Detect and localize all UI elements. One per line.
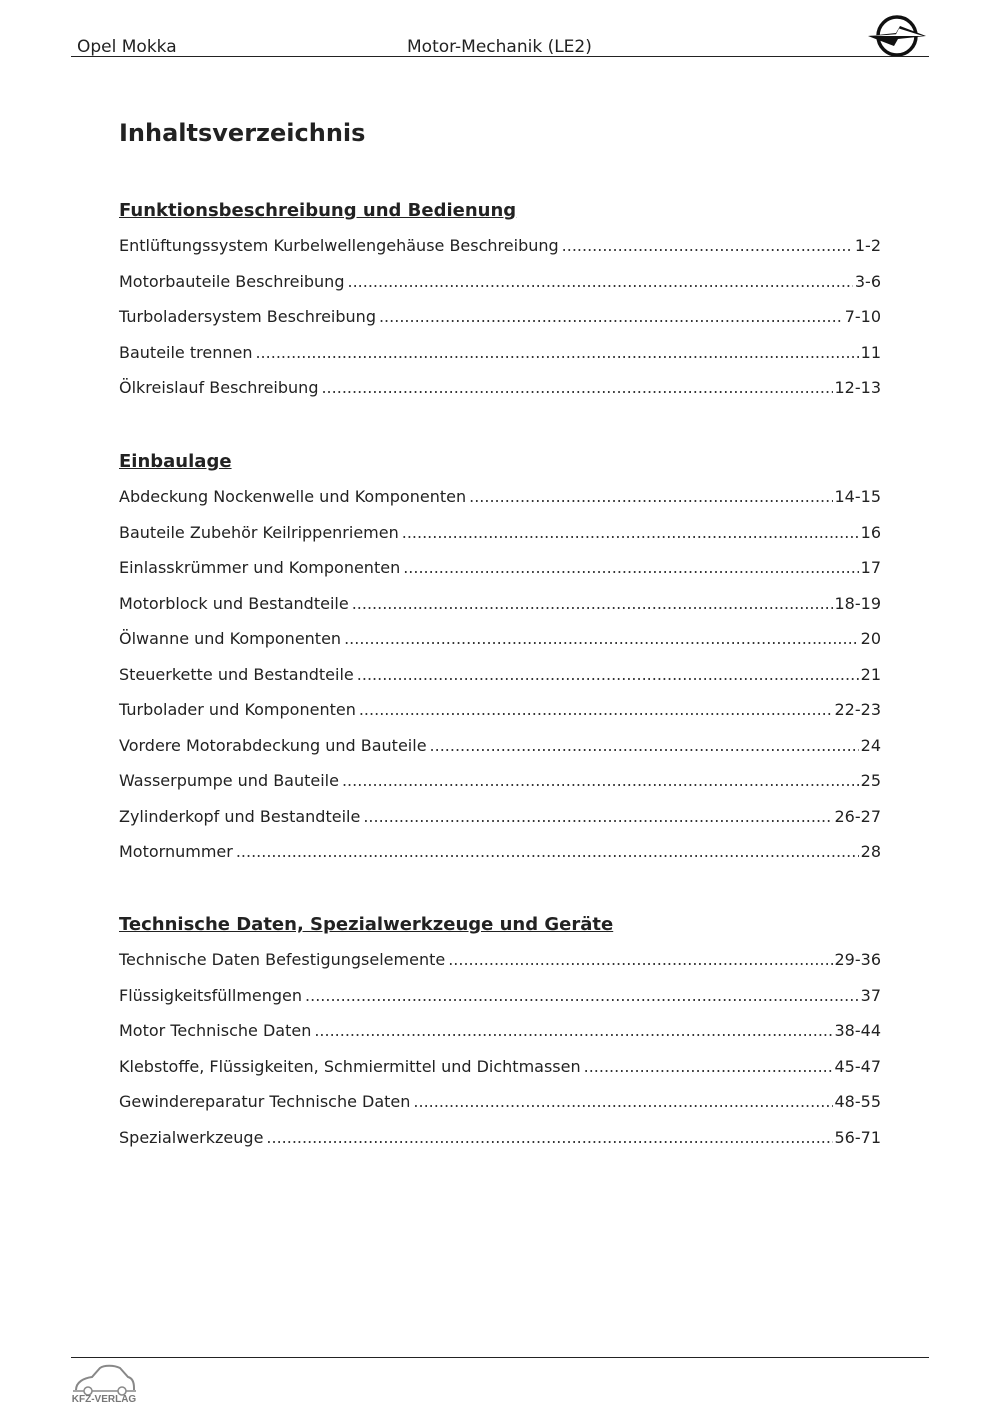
toc-entry-title: Technische Daten Befestigungselemente bbox=[119, 950, 446, 969]
toc-leader bbox=[321, 377, 832, 399]
toc-leader bbox=[255, 342, 858, 364]
footer-rule bbox=[71, 1357, 929, 1358]
toc-leader bbox=[236, 841, 859, 863]
toc-leader bbox=[347, 271, 852, 293]
toc-entry-title: Motorblock und Bestandteile bbox=[119, 593, 349, 613]
car-outline-logo-icon bbox=[70, 1360, 138, 1405]
toc-entry bbox=[119, 1020, 881, 1056]
toc-section bbox=[119, 450, 881, 877]
toc-leader bbox=[430, 735, 859, 757]
toc-entry-pages: 26-27 bbox=[834, 806, 881, 826]
toc-entry-pages: 45-47 bbox=[834, 1056, 881, 1076]
toc-leader bbox=[403, 557, 858, 579]
toc-entry-pages: 7-10 bbox=[844, 307, 881, 326]
toc-entry-pages: 25 bbox=[860, 771, 881, 790]
toc-entry-pages: 38-44 bbox=[834, 1021, 881, 1040]
toc-entry-pages: 12-13 bbox=[834, 378, 881, 397]
toc-leader bbox=[305, 985, 859, 1007]
toc-leader bbox=[469, 486, 832, 508]
toc-entry-title: Flüssigkeitsfüllmengen bbox=[119, 985, 303, 1005]
toc-entry bbox=[119, 770, 881, 806]
toc-entry-title: Bauteile Zubehör Keilrippenriemen bbox=[119, 522, 399, 542]
toc-entry-title: Gewindereparatur Technische Daten bbox=[119, 1092, 411, 1111]
toc-entry bbox=[119, 949, 881, 985]
toc-entry bbox=[119, 306, 881, 342]
toc-entry bbox=[119, 342, 881, 378]
toc-entry-title: Motornummer bbox=[119, 842, 233, 861]
toc-entry-pages: 22-23 bbox=[834, 700, 881, 719]
toc-entry-title: Zylinderkopf und Bestandteile bbox=[119, 806, 361, 826]
toc-entry bbox=[119, 628, 881, 664]
toc-entry bbox=[119, 1127, 881, 1163]
toc-entry bbox=[119, 664, 881, 700]
toc-entry-title: Spezialwerkzeuge bbox=[119, 1127, 264, 1147]
toc-entry bbox=[119, 377, 881, 413]
header-document-title: Motor-Mechanik (LE2) bbox=[407, 37, 592, 57]
toc-entry-title: Ölkreislauf Beschreibung bbox=[119, 378, 319, 397]
toc-entry-pages: 14-15 bbox=[834, 487, 881, 506]
toc-leader bbox=[357, 664, 859, 686]
toc-leader bbox=[402, 522, 859, 544]
toc-entry-pages: 24 bbox=[860, 735, 881, 755]
toc-entry-pages: 20 bbox=[860, 629, 881, 648]
toc-leader bbox=[342, 770, 859, 792]
opel-blitz-logo-icon bbox=[866, 14, 928, 58]
toc-entry-title: Turbolader und Komponenten bbox=[119, 700, 356, 719]
toc-entry-title: Abdeckung Nockenwelle und Komponenten bbox=[119, 487, 467, 506]
toc-leader bbox=[359, 699, 833, 721]
toc-leader bbox=[363, 806, 832, 828]
toc-entry-pages: 1-2 bbox=[854, 236, 881, 255]
toc-entry bbox=[119, 557, 881, 593]
toc-entry-title: Wasserpumpe und Bauteile bbox=[119, 771, 339, 790]
toc-leader bbox=[352, 593, 833, 615]
toc-entry-pages: 16 bbox=[860, 522, 881, 542]
toc-entry-pages: 48-55 bbox=[834, 1092, 881, 1111]
section-heading: Einbaulage bbox=[119, 451, 232, 472]
toc-entry-pages: 3-6 bbox=[854, 271, 881, 291]
toc-entry bbox=[119, 235, 881, 271]
toc-entry bbox=[119, 1056, 881, 1092]
toc-leader bbox=[562, 235, 853, 257]
toc-leader bbox=[448, 949, 832, 971]
toc-entry-pages: 18-19 bbox=[834, 593, 881, 613]
toc-entry-pages: 21 bbox=[860, 664, 881, 684]
toc-entry-title: Entlüftungssystem Kurbelwellengehäuse Beschreibung bbox=[119, 236, 559, 255]
toc-entry-title: Bauteile trennen bbox=[119, 342, 253, 362]
toc-leader bbox=[379, 306, 843, 328]
toc-entry-pages: 29-36 bbox=[834, 950, 881, 969]
toc-leader bbox=[314, 1020, 832, 1042]
toc-entry-pages: 28 bbox=[860, 842, 881, 861]
toc-entry-title: Motorbauteile Beschreibung bbox=[119, 271, 345, 291]
header-brand: Opel Mokka bbox=[77, 37, 177, 57]
header-rule bbox=[71, 56, 929, 57]
toc-entry-title: Motor Technische Daten bbox=[119, 1021, 312, 1040]
toc-entry bbox=[119, 735, 881, 771]
toc-leader bbox=[344, 628, 859, 650]
toc-entry bbox=[119, 522, 881, 558]
footer-logo-text: KFZ-VERLAG bbox=[71, 1394, 137, 1405]
toc-entry-title: Steuerkette und Bestandteile bbox=[119, 664, 354, 684]
toc-section bbox=[119, 913, 881, 1162]
page-title: Inhaltsverzeichnis bbox=[119, 119, 366, 147]
toc-entry bbox=[119, 271, 881, 307]
section-heading: Technische Daten, Spezialwerkzeuge und Geräte bbox=[119, 914, 614, 935]
toc-leader bbox=[413, 1091, 832, 1113]
toc-entry-title: Turboladersystem Beschreibung bbox=[119, 307, 376, 326]
toc-entry-pages: 17 bbox=[860, 558, 881, 577]
toc-entry-pages: 11 bbox=[860, 342, 881, 362]
toc-entry-pages: 56-71 bbox=[834, 1127, 881, 1147]
toc-entry-title: Ölwanne und Komponenten bbox=[119, 629, 342, 648]
toc-entry bbox=[119, 985, 881, 1021]
toc-leader bbox=[584, 1056, 833, 1078]
section-heading: Funktionsbeschreibung und Bedienung bbox=[119, 200, 517, 221]
toc-entry-title: Vordere Motorabdeckung und Bauteile bbox=[119, 735, 427, 755]
toc-leader bbox=[266, 1127, 832, 1149]
toc-entry bbox=[119, 699, 881, 735]
toc-section bbox=[119, 199, 881, 413]
toc-entry bbox=[119, 1091, 881, 1127]
toc-entry-title: Einlasskrümmer und Komponenten bbox=[119, 558, 401, 577]
toc-entry-pages: 37 bbox=[860, 985, 881, 1005]
toc-entry bbox=[119, 486, 881, 522]
toc-entry bbox=[119, 593, 881, 629]
toc-entry bbox=[119, 806, 881, 842]
toc-entry bbox=[119, 841, 881, 877]
toc-entry-title: Klebstoffe, Flüssigkeiten, Schmiermittel und Dichtmassen bbox=[119, 1056, 581, 1076]
